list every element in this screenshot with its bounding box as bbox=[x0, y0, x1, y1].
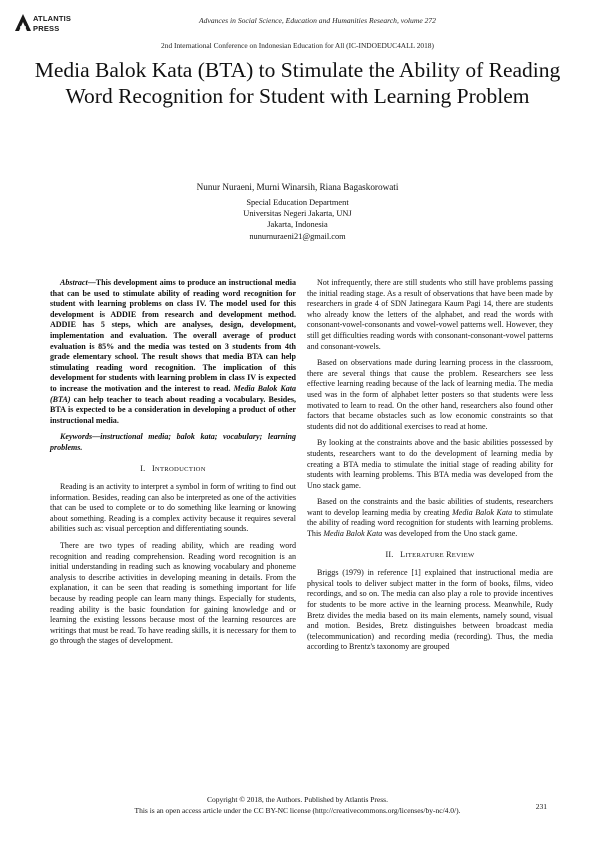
abstract bbox=[50, 278, 296, 426]
abstract-text: —This development aims to produce an instructional media that can be used to stimulate ability of reading word recognition for student with learning problems on class IV. The model used for this development is ADDIE from research and development method. ADDIE has 5 steps, which are analyses, design, development, implementation and evaluation. The overall average of product evaluation is 85% and the media was tested on 3 students from 4th grade elementary school. The result shows that media BTA can help stimulating reading word recognition. The implication of this development for students with learning problem in class IV is expected to increase the motivation and the interest to read. bbox=[50, 278, 296, 393]
paragraph: Based on observations made during learning process in the classroom, there are several things that cause the problem. Researchers see less effective learning reading because of the lack of learning media. The media used was in the form of alphabet letter posters so that students were less motivated to learn to read. On the other hand, researchers also found other factors that became obstacles such as low economic constraints so that students did not do additional exercises to read at home. bbox=[307, 358, 553, 431]
text-run: to stimulate the ability of reading word recognition for students with learning problems. This bbox=[307, 507, 553, 539]
conference-line: 2nd International Conference on Indonesian Education for All (IC-INDOEDUC4ALL 2018) bbox=[161, 41, 434, 50]
paper-title: Media Balok Kata (BTA) to Stimulate the Ability of Reading Word Recognition for Student with Learning Problem bbox=[34, 58, 561, 108]
page-number: 231 bbox=[535, 802, 547, 811]
paragraph: Not infrequently, there are still students who still have problems passing the initial reading stage. As a result of observations that have been made by researchers in grade 4 of SDN Jatinegara Kaum Pagi 14, there are students who already know the letters of the alphabet, and read the words with consonant-vowel-consonants and vowel-vowel patterns well. However, they still get difficulties reading words with consonant-consonant-vowel patterns and consonant-vowels. bbox=[307, 278, 553, 351]
paragraph: By looking at the constraints above and the basic abilities possessed by students, researchers want to do the development of learning media by creating a BTA media to stimulate the initial stage of reading ability for students with learning problems. This BTA media was developed from the Uno stack game. bbox=[307, 438, 553, 490]
right-column bbox=[307, 278, 553, 659]
section-title-rest: EVIEW bbox=[451, 551, 475, 559]
affiliation-block bbox=[0, 197, 595, 242]
text-run: Based on the constraints and the basic abilities of students, researchers want to develop learning media by creating bbox=[307, 497, 553, 517]
section-heading-literature-review bbox=[307, 550, 553, 562]
italic-run: Media Balok Kata bbox=[323, 529, 383, 539]
abstract-label: Abstract bbox=[60, 278, 88, 287]
author-list: Nunur Nuraeni, Murni Winarsih, Riana Bagaskorowati bbox=[196, 182, 399, 192]
abstract-text-end: can help teacher to teach about reading a vocabulary. Besides, BTA is expected to be a consideration in developing a product of other instructional media. bbox=[50, 394, 296, 425]
author-email: nunurnuraeni21@gmail.com bbox=[249, 231, 346, 241]
paragraph bbox=[307, 497, 553, 539]
logo-line-2: PRESS bbox=[33, 24, 60, 33]
section-initial: R bbox=[446, 549, 452, 559]
section-initial: I bbox=[151, 463, 155, 473]
department: Special Education Department bbox=[246, 198, 349, 207]
section-title-rest: NTRODUCTION bbox=[154, 465, 206, 473]
paragraph: Briggs (1979) in reference [1] explained that instructional media are physical tools to deliver subject matter in the form of books, films, video recordings, and so on. The media can also play a role to provide incentives for students to be more active in the learning process. Meanwhile, Rudy Bretz divides the media based on its main elements, namely sound, visual and motion. Besides, Bretz distinguishes between broadcast media (telecommunication) and recording media (recording). Thus, the media according to Brentz's taxonomy are grouped bbox=[307, 568, 553, 652]
location: Jakarta, Indonesia bbox=[267, 220, 328, 230]
running-head: Advances in Social Science, Education and Humanities Research, volume 272 bbox=[199, 16, 436, 25]
paragraph: There are two types of reading ability, which are reading word recognition and reading comprehension. Reading word recognition is an initial understanding in reading such as knowing vocabulary and phoneme analysis to describe activities in developing meaning in details. From the explanation, it can be seen that reading is something important for life because by reading people can learn many things. Especially for students, reading ability is the basic foundation for gaining knowledge and or learning the existing lessons because most of the learning resources are writings that must be read. To have reading skills, it is necessary for them to go through the stages of development. bbox=[50, 541, 296, 646]
paragraph: Reading is an activity to interpret a symbol in form of writing to find out information. Besides, reading can also be interpreted as one of the activities that can be used to complete or to do something like learning or knowing about something. Reading is a complex activity because it requires several abilities such as: visual perception and differentiating sounds. bbox=[50, 482, 296, 534]
italic-run: Media Balok Kata bbox=[452, 507, 513, 517]
license-notice: This is an open access article under the CC BY-NC license (http://creativecommons.org/licenses/by-nc/4.0/). bbox=[134, 806, 461, 815]
copyright-notice: Copyright © 2018, the Authors. Published by Atlantis Press. bbox=[207, 795, 388, 804]
section-title-rest: ITERATURE bbox=[405, 551, 444, 559]
section-heading-introduction bbox=[50, 464, 296, 476]
section-number: II. bbox=[385, 549, 394, 559]
section-number: I. bbox=[140, 463, 146, 473]
text-run: was developed from the Uno stack game. bbox=[382, 529, 518, 539]
left-column bbox=[50, 278, 296, 653]
section-initial: L bbox=[400, 549, 406, 559]
abstract-italic: Media Balok Kata (BTA) bbox=[50, 383, 297, 404]
logo-line-1: ATLANTIS bbox=[33, 14, 72, 23]
university: Universitas Negeri Jakarta, UNJ bbox=[243, 209, 352, 219]
keywords: Keywords—instructional media; balok kata; vocabulary; learning problems. bbox=[50, 432, 296, 452]
